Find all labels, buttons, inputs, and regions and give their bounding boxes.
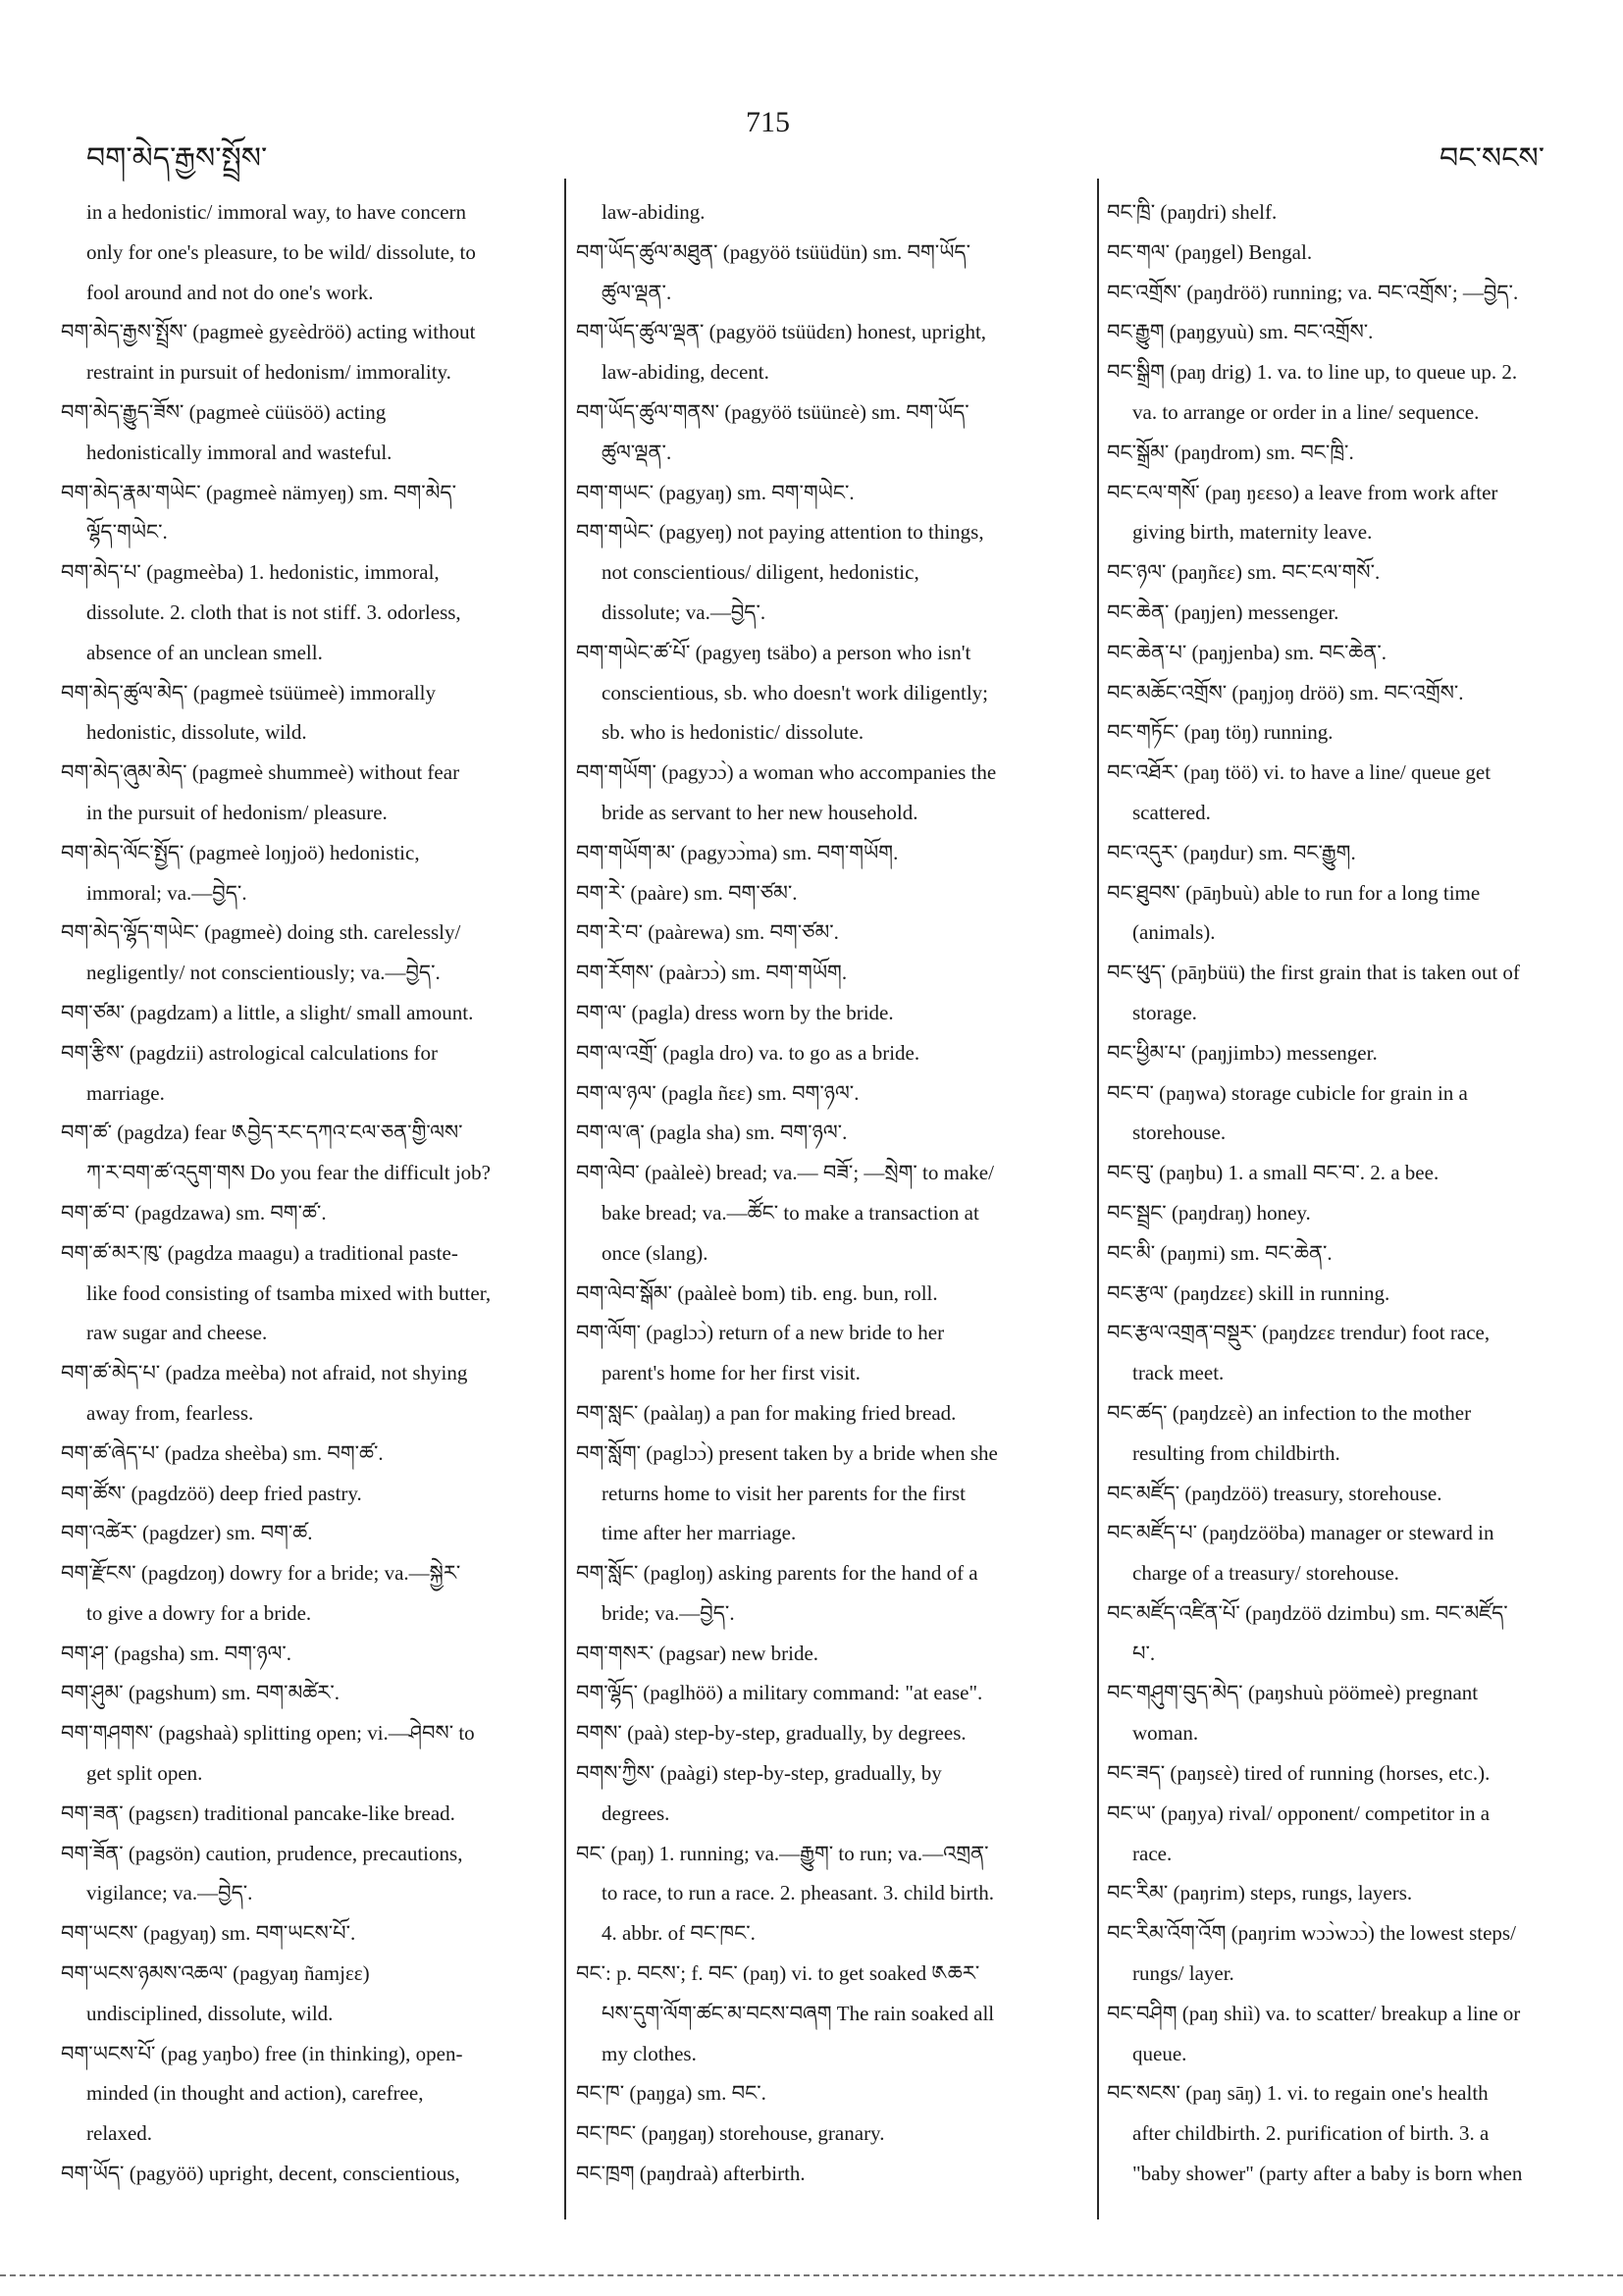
dictionary-entry-line: བག་ཡོད་ཚུལ་ལྡན་ (pagyöö tsüüdεn) honest, upright, bbox=[576, 320, 987, 344]
entry-continuation-line: returns home to visit her parents for the first bbox=[602, 1481, 966, 1505]
dictionary-entry-line: བང་རིམ་འོག་འོག (paŋrim wɔɔ̀wɔɔ̀) the lowest steps/ bbox=[1107, 1921, 1516, 1946]
dictionary-entry-line: བང་མཛོད་ (paŋdzöö) treasury, storehouse. bbox=[1107, 1481, 1442, 1505]
dictionary-entry-line: བག་ལ་ཉལ་ (pagla ñεε) sm. བག་ཉལ་. bbox=[576, 1080, 860, 1105]
dictionary-entry-line: བགས་ (paà) step-by-step, gradually, by degrees. bbox=[576, 1721, 967, 1746]
dictionary-entry-line: བག་ཤུམ་ (pagshum) sm. བག་མཚེར་. bbox=[61, 1681, 340, 1705]
dictionary-entry-line: བག་ལ་འགྲོ་ (pagla dro) va. to go as a bride. bbox=[576, 1040, 920, 1065]
entry-continuation-line: in the pursuit of hedonism/ pleasure. bbox=[86, 800, 388, 824]
dictionary-entry-line: བག་སློང་ (pagloŋ) asking parents for the hand of a bbox=[576, 1561, 978, 1586]
entry-continuation-line: immoral; va.—བྱེད་. bbox=[86, 880, 247, 905]
entry-continuation-line: in a hedonistic/ immoral way, to have concern bbox=[86, 200, 467, 224]
entry-continuation-line: away from, fearless. bbox=[86, 1400, 254, 1425]
dictionary-column-3 bbox=[1107, 192, 1603, 2194]
entry-continuation-line: bride as servant to her new household. bbox=[602, 800, 918, 824]
dictionary-entry-line: བག་གཡོག་མ་ (pagyɔɔ̀ma) sm. བག་གཡོག. bbox=[576, 840, 899, 864]
entry-continuation-line: race. bbox=[1132, 1841, 1173, 1865]
dictionary-entry-line: བང་ཚད་ (paŋdzεè) an infection to the mother bbox=[1107, 1400, 1472, 1425]
column-divider bbox=[1097, 179, 1099, 2219]
entry-continuation-line: to race, to run a race. 2. pheasant. 3. child birth. bbox=[602, 1881, 995, 1905]
dictionary-entry-line: བང་བུ་ (paŋbu) 1. a small བང་བ་. 2. a bee. bbox=[1107, 1161, 1440, 1185]
entry-continuation-line: like food consisting of tsamba mixed with butter, bbox=[86, 1280, 492, 1305]
dictionary-entry-line: བང་ཆེན་ (paŋjen) messenger. bbox=[1107, 600, 1339, 624]
dictionary-entry-line: བག་མེད་ཞུམ་མེད་ (pagmeè shummeè) without fear bbox=[61, 760, 460, 785]
entry-continuation-line: པས་དུག་ལོག་ཚང་མ་བངས་བཞག The rain soaked all bbox=[602, 2001, 995, 2025]
dictionary-entry-line: བང་སྒྲིག (paŋ drig) 1. va. to line up, to queue up. 2. bbox=[1107, 360, 1518, 385]
entry-continuation-line: to give a dowry for a bride. bbox=[86, 1600, 312, 1625]
dictionary-entry-line: བང་ངལ་གསོ་ (paŋ ŋεεso) a leave from work after bbox=[1107, 480, 1498, 504]
entry-continuation-line: fool around and not do one's work. bbox=[86, 280, 374, 304]
entry-continuation-line: 4. abbr. of བང་ཁང་. bbox=[602, 1921, 756, 1946]
entry-continuation-line: rungs/ layer. bbox=[1132, 1961, 1234, 1986]
dictionary-entry-line: བག་མེད་རྒྱས་སྤྲོས་ (pagmeè gyεèdröö) acting without bbox=[61, 320, 476, 344]
entry-continuation-line: bride; va.—བྱེད་. bbox=[602, 1600, 735, 1625]
dictionary-entry-line: བག་གཡེང་ཚ་པོ་ (pagyeŋ tsäbo) a person who isn't bbox=[576, 640, 971, 664]
dictionary-entry-line: བག་རྫོངས་ (pagdzoŋ) dowry for a bride; va.—སྐྱེར་ bbox=[61, 1561, 461, 1586]
dictionary-entry-line: བག་ལ་ཞ་ (pagla sha) sm. བག་ཉལ་. bbox=[576, 1121, 848, 1145]
entry-continuation-line: after childbirth. 2. purification of birth. 3. a bbox=[1132, 2121, 1490, 2146]
dictionary-entry-line: བང་འཐོར་ (paŋ töö) vi. to have a line/ queue get bbox=[1107, 760, 1492, 785]
dictionary-entry-line: བག་ལེབ་ (paàleè) bread; va.— བཟོ་; —སྲེག་ to make/ bbox=[576, 1161, 994, 1185]
dictionary-entry-line: བང་བཤིག (paŋ shiì) va. to scatter/ breakup a line or bbox=[1107, 2001, 1521, 2025]
entry-continuation-line: queue. bbox=[1132, 2041, 1187, 2065]
entry-continuation-line: minded (in thought and action), carefree, bbox=[86, 2081, 424, 2106]
entry-continuation-line: resulting from childbirth. bbox=[1132, 1440, 1340, 1465]
page-bottom-edge bbox=[0, 2274, 1623, 2276]
dictionary-entry-line: བང་ཁང་ (paŋgaŋ) storehouse, granary. bbox=[576, 2121, 885, 2146]
dictionary-entry-line: བག་ལོག་ (paglɔɔ̀) return of a new bride to her bbox=[576, 1321, 945, 1345]
column-divider bbox=[564, 179, 566, 2219]
dictionary-entry-line: བག་གཤགས་ (pagshaà) splitting open; vi.—ཤེབས་ to bbox=[61, 1721, 475, 1746]
dictionary-entry-line: བང་སྒྲོམ་ (paŋdrom) sm. བང་ཁྲི་. bbox=[1107, 440, 1354, 464]
dictionary-entry-line: བང་ཁ་ (paŋga) sm. བང་. bbox=[576, 2081, 766, 2106]
dictionary-entry-line: བག་གསར་ (pagsar) new bride. bbox=[576, 1641, 819, 1665]
dictionary-entry-line: བག་ཚོས་ (pagdzöö) deep fried pastry. bbox=[61, 1481, 362, 1505]
dictionary-column-2 bbox=[576, 192, 1091, 2194]
entry-continuation-line: ཚུལ་ལྡན་. bbox=[602, 440, 672, 464]
dictionary-entry-line: བག་ཡངས་ (pagyaŋ) sm. བག་ཡངས་པོ་. bbox=[61, 1921, 356, 1946]
dictionary-entry-line: བག་ཟོན་ (pagsön) caution, prudence, precautions, bbox=[61, 1841, 463, 1865]
dictionary-entry-line: བག་མེད་ལོང་སྤྱོད་ (pagmeè loŋjoö) hedonistic, bbox=[61, 840, 420, 864]
dictionary-entry-line: བག་གཡོག་ (pagyɔɔ̀) a woman who accompanies the bbox=[576, 760, 997, 785]
entry-continuation-line: hedonistically immoral and wasteful. bbox=[86, 440, 393, 464]
dictionary-entry-line: བང་འདུར་ (paŋdur) sm. བང་རྒྱུག. bbox=[1107, 840, 1356, 864]
entry-continuation-line: hedonistic, dissolute, wild. bbox=[86, 720, 307, 745]
dictionary-entry-line: བང་ཆེན་པ་ (paŋjenba) sm. བང་ཆེན་. bbox=[1107, 640, 1387, 664]
dictionary-entry-line: བག་ཡོད་ (pagyöö) upright, decent, conscientious, bbox=[61, 2162, 460, 2186]
entry-continuation-line: undisciplined, dissolute, wild. bbox=[86, 2001, 334, 2025]
entry-continuation-line: degrees. bbox=[602, 1800, 670, 1825]
dictionary-entry-line: བང་ཟད་ (paŋsεè) tired of running (horses, etc.). bbox=[1107, 1761, 1491, 1786]
entry-continuation-line: track meet. bbox=[1132, 1361, 1225, 1385]
dictionary-entry-line: བག་མེད་པ་ (pagmeèba) 1. hedonistic, immoral, bbox=[61, 560, 440, 585]
page-number: 715 bbox=[746, 106, 790, 138]
entry-continuation-line: law-abiding, decent. bbox=[602, 360, 769, 385]
dictionary-column-1 bbox=[61, 192, 556, 2194]
dictionary-entry-line: བག་མེད་ལྷོད་གཡེང་ (pagmeè) doing sth. carelessly/ bbox=[61, 920, 461, 945]
dictionary-entry-line: བང་སྦྲང་ (paŋdraŋ) honey. bbox=[1107, 1200, 1311, 1225]
dictionary-entry-line: བང་ཕུད་ (pāŋbüü) the first grain that is taken out of bbox=[1107, 961, 1520, 985]
dictionary-entry-line: བང་ཉལ་ (paŋñεε) sm. བང་ངལ་གསོ་. bbox=[1107, 560, 1381, 585]
dictionary-entry-line: བག་མེད་རྣམ་གཡེང་ (pagmeè nämyeŋ) sm. བག་མེད་ bbox=[61, 480, 456, 504]
entry-continuation-line: bake bread; va.—ཚོང་ to make a transaction at bbox=[602, 1200, 979, 1225]
entry-continuation-line: restraint in pursuit of hedonism/ immorality. bbox=[86, 360, 451, 385]
dictionary-entry-line: བང་ཐུབས་ (pāŋbuù) able to run for a long time bbox=[1107, 880, 1481, 905]
dictionary-entry-line: བག་ཤ་ (pagsha) sm. བག་ཉལ་. bbox=[61, 1641, 292, 1665]
dictionary-entry-line: བང་ཁྲག (paŋdraà) afterbirth. bbox=[576, 2162, 806, 2186]
dictionary-entry-line: བག་གཡང་ (pagyaŋ) sm. བག་གཡེང་. bbox=[576, 480, 855, 504]
dictionary-entry-line: བག་རེ་བ་ (paàrewa) sm. བག་ཙམ་. bbox=[576, 920, 839, 945]
entry-continuation-line: only for one's pleasure, to be wild/ dissolute, to bbox=[86, 239, 476, 264]
entry-continuation-line: parent's home for her first visit. bbox=[602, 1361, 861, 1385]
dictionary-entry-line: བག་ཚ་ (pagdza) fear ༁བྱེད་རང་དཀའ་ངལ་ཅན་གྱི་ལས་ bbox=[61, 1121, 463, 1145]
dictionary-entry-line: བང་རིམ་ (paŋrim) steps, rungs, layers. bbox=[1107, 1881, 1413, 1905]
dictionary-entry-line: བག་ཡངས་པོ་ (pag yaŋbo) free (in thinking), open- bbox=[61, 2041, 463, 2065]
entry-continuation-line: not conscientious/ diligent, hedonistic, bbox=[602, 560, 919, 585]
dictionary-entry-line: བག་ལེབ་སྒོམ་ (paàleè bom) tib. eng. bun, roll. bbox=[576, 1280, 938, 1305]
dictionary-entry-line: བང་བ་ (paŋwa) storage cubicle for grain in a bbox=[1107, 1080, 1468, 1105]
dictionary-entry-line: བང་: p. བངས་; f. བང་ (paŋ) vi. to get soaked ༁ཆར་ bbox=[576, 1961, 980, 1986]
entry-continuation-line: once (slang). bbox=[602, 1240, 708, 1265]
entry-continuation-line: raw sugar and cheese. bbox=[86, 1321, 268, 1345]
entry-continuation-line: negligently/ not conscientiously; va.—བྱེད་. bbox=[86, 961, 441, 985]
dictionary-entry-line: བག་སླང་ (paàlaŋ) a pan for making fried bread. bbox=[576, 1400, 957, 1425]
dictionary-entry-line: བག་མེད་རྒྱུད་ཟོས་ (pagmeè cüüsöö) acting bbox=[61, 399, 387, 424]
entry-continuation-line: storehouse. bbox=[1132, 1121, 1227, 1145]
entry-continuation-line: law-abiding. bbox=[602, 200, 706, 224]
dictionary-entry-line: བང་ཕྱིམ་པ་ (paŋjimbɔ) messenger. bbox=[1107, 1040, 1378, 1065]
entry-continuation-line: charge of a treasury/ storehouse. bbox=[1132, 1561, 1399, 1586]
entry-continuation-line: relaxed. bbox=[86, 2121, 153, 2146]
dictionary-entry-line: བག་ཚ་བ་ (pagdzawa) sm. བག་ཚ་. bbox=[61, 1200, 327, 1225]
entry-continuation-line: time after her marriage. bbox=[602, 1521, 797, 1545]
dictionary-entry-line: བག་ཚ་ཞེད་པ་ (padza sheèba) sm. བག་ཚ་. bbox=[61, 1440, 384, 1465]
running-head-right: བང་སངས་ bbox=[1440, 142, 1544, 175]
dictionary-entry-line: བག་ཡངས་ཉམས་འཆལ་ (pagyaŋ ñamjεε) bbox=[61, 1961, 370, 1986]
dictionary-entry-line: བག་ཡོད་ཚུལ་གནས་ (pagyöö tsüünεè) sm. བག་ཡོད་ bbox=[576, 399, 969, 424]
dictionary-entry-line: བང་གལ་ (paŋgel) Bengal. bbox=[1107, 239, 1313, 264]
dictionary-entry-line: བང་ཁྲི་ (paŋdri) shelf. bbox=[1107, 200, 1278, 224]
entry-continuation-line: ཀ་ར་བག་ཚ་འདུག་གས Do you fear the difficult job? bbox=[86, 1161, 491, 1185]
dictionary-entry-line: བག་ཙམ་ (pagdzam) a little, a slight/ small amount. bbox=[61, 1000, 474, 1024]
dictionary-entry-line: བག་ཚ་མེད་པ་ (padza meèba) not afraid, not shying bbox=[61, 1361, 468, 1385]
entry-continuation-line: (animals). bbox=[1132, 920, 1216, 945]
entry-continuation-line: dissolute; va.—བྱེད་. bbox=[602, 600, 766, 624]
entry-continuation-line: giving birth, maternity leave. bbox=[1132, 520, 1373, 545]
entry-continuation-line: woman. bbox=[1132, 1721, 1199, 1746]
entry-continuation-line: get split open. bbox=[86, 1761, 203, 1786]
entry-continuation-line: "baby shower" (party after a baby is born when bbox=[1132, 2162, 1523, 2186]
dictionary-entry-line: བག་རྩིས་ (pagdzii) astrological calculations for bbox=[61, 1040, 439, 1065]
entry-continuation-line: sb. who is hedonistic/ dissolute. bbox=[602, 720, 864, 745]
dictionary-entry-line: བག་རོགས་ (paàrɔɔ̀) sm. བག་གཡོག. bbox=[576, 961, 848, 985]
dictionary-entry-line: བང་རྩལ་འགྲན་བསྡུར་ (paŋdzεε trendur) foot race, bbox=[1107, 1321, 1491, 1345]
dictionary-entry-line: བག་ལྷོད་ (paglhöö) a military command: "at ease". bbox=[576, 1681, 983, 1705]
dictionary-entry-line: བང་རྒྱུག (paŋgyuù) sm. བང་འགྲོས་. bbox=[1107, 320, 1374, 344]
entry-continuation-line: ལྷོད་གཡེང་. bbox=[86, 520, 168, 545]
entry-continuation-line: marriage. bbox=[86, 1080, 165, 1105]
dictionary-entry-line: བག་སློག་ (paglɔɔ̀) present taken by a bride when she bbox=[576, 1440, 998, 1465]
dictionary-entry-line: བང་འགྲོས་ (paŋdröö) running; va. བང་འགྲོས་; —བྱེད་. bbox=[1107, 280, 1519, 304]
entry-continuation-line: va. to arrange or order in a line/ sequence. bbox=[1132, 399, 1480, 424]
entry-continuation-line: vigilance; va.—བྱེད་. bbox=[86, 1881, 253, 1905]
dictionary-entry-line: བང་མཛོད་པ་ (paŋdzööba) manager or steward in bbox=[1107, 1521, 1494, 1545]
dictionary-entry-line: བང་གཤུག་བུད་མེད་ (paŋshuù pöömeè) pregnant bbox=[1107, 1681, 1479, 1705]
entry-continuation-line: ཚུལ་ལྡན་. bbox=[602, 280, 672, 304]
entry-continuation-line: scattered. bbox=[1132, 800, 1211, 824]
entry-continuation-line: conscientious, sb. who doesn't work diligently; bbox=[602, 680, 988, 704]
entry-continuation-line: storage. bbox=[1132, 1000, 1197, 1024]
dictionary-entry-line: བགས་ཀྱིས་ (paàgi) step-by-step, gradually, by bbox=[576, 1761, 942, 1786]
entry-continuation-line: dissolute. 2. cloth that is not stiff. 3. odorless, bbox=[86, 600, 461, 624]
dictionary-entry-line: བག་མེད་ཚུལ་མེད་ (pagmeè tsüümeè) immorally bbox=[61, 680, 436, 704]
dictionary-entry-line: བག་ཡོད་ཚུལ་མཐུན་ (pagyöö tsüüdün) sm. བག་ཡོད་ bbox=[576, 239, 970, 264]
entry-continuation-line: my clothes. bbox=[602, 2041, 697, 2065]
dictionary-entry-line: བང་རྩལ་ (paŋdzεε) skill in running. bbox=[1107, 1280, 1390, 1305]
entry-continuation-line: absence of an unclean smell. bbox=[86, 640, 323, 664]
dictionary-entry-line: བང་སངས་ (paŋ sāŋ) 1. vi. to regain one's health bbox=[1107, 2081, 1489, 2106]
dictionary-entry-line: བང་ (paŋ) 1. running; va.—རྒྱུག་ to run; va.—འགྲན་ bbox=[576, 1841, 989, 1865]
dictionary-entry-line: བག་འཚེར་ (pagdzer) sm. བག་ཚ. bbox=[61, 1521, 313, 1545]
dictionary-entry-line: བང་མི་ (paŋmi) sm. བང་ཆེན་. bbox=[1107, 1240, 1333, 1265]
dictionary-entry-line: བག་གཡེང་ (pagyeŋ) not paying attention to things, bbox=[576, 520, 984, 545]
dictionary-entry-line: བག་རེ་ (paàre) sm. བག་ཙམ་. bbox=[576, 880, 798, 905]
running-head-left: བག་མེད་རྒྱས་སྤྲོས་ bbox=[86, 142, 268, 175]
dictionary-entry-line: བང་མཆོང་འགྲོས་ (paŋjoŋ dröö) sm. བང་འགྲོས་. bbox=[1107, 680, 1464, 704]
dictionary-entry-line: བང་ཡ་ (paŋya) rival/ opponent/ competitor in a bbox=[1107, 1800, 1491, 1825]
dictionary-entry-line: བག་ཚ་མར་ཁུ་ (pagdza maagu) a traditional paste- bbox=[61, 1240, 458, 1265]
entry-continuation-line: པ་. bbox=[1132, 1641, 1156, 1665]
dictionary-entry-line: བང་མཛོད་འཛིན་པོ་ (paŋdzöö dzimbu) sm. བང་མཛོད་ bbox=[1107, 1600, 1508, 1625]
dictionary-entry-line: བང་གཏོང་ (paŋ töŋ) running. bbox=[1107, 720, 1334, 745]
dictionary-entry-line: བག་ལ་ (pagla) dress worn by the bride. bbox=[576, 1000, 894, 1024]
dictionary-entry-line: བག་ཟན་ (pagsεn) traditional pancake-like bread. bbox=[61, 1800, 455, 1825]
